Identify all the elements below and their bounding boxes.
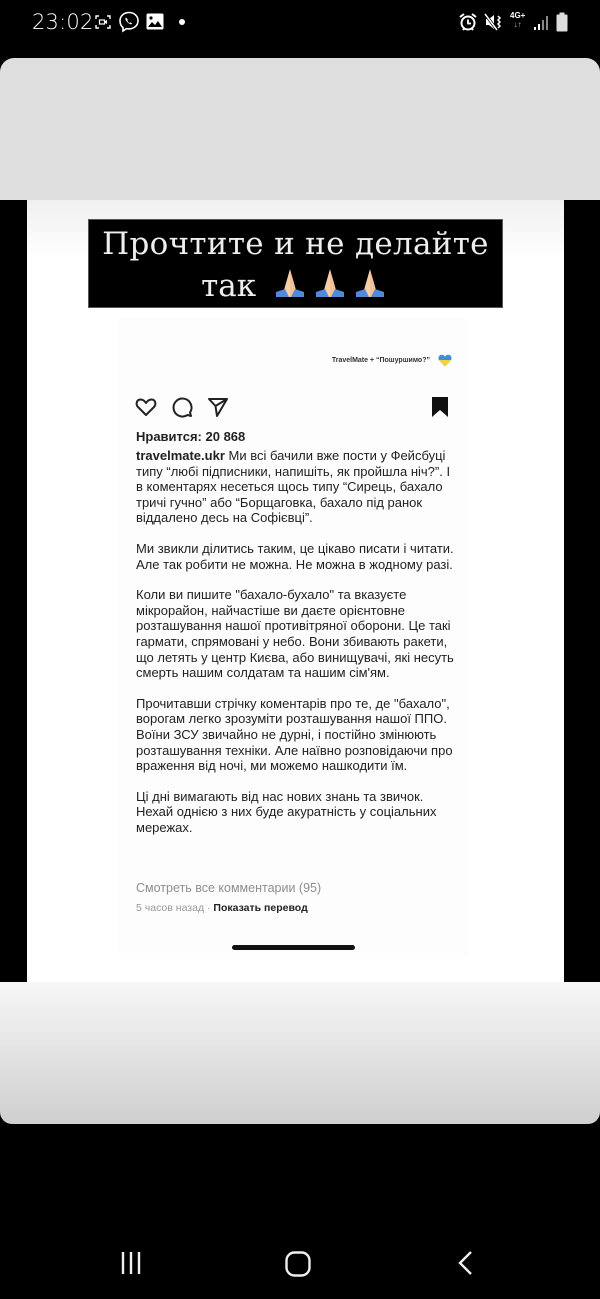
home-icon[interactable]: [284, 1250, 312, 1278]
show-translation: Показать перевод: [213, 902, 308, 914]
vibrate-mute-icon: [484, 12, 504, 32]
pray-emoji-icon: [273, 266, 307, 298]
navigation-bar: [0, 1230, 600, 1299]
caption-text: Ми всі бачили вже пости у Фейсбуці типу “любі підписники, напишіть, як пройшла ніч?”. І в коментарях несеться щось типу “Сирець, бахало тричі гучно” або “Борщаговка, бахало під ранок віддалено десь на Софієвці”.: [136, 448, 451, 526]
pray-emoji-icon: [353, 266, 387, 298]
signal-icon: [533, 14, 549, 31]
pray-emoji-row: [270, 266, 390, 306]
recents-icon[interactable]: [118, 1250, 144, 1276]
likes-count: Нравится: 20 868: [136, 429, 246, 444]
ios-home-indicator: [232, 945, 355, 950]
viewer-bottom-area[interactable]: [0, 982, 600, 1124]
view-all-comments: Смотреть все комментарии (95): [136, 881, 322, 895]
caption-paragraph: [136, 448, 456, 526]
network-4g-icon: 4G+ ↓↑: [510, 11, 526, 29]
back-icon[interactable]: [456, 1250, 476, 1276]
comment-icon[interactable]: [170, 395, 194, 419]
banner-word: так: [201, 268, 257, 304]
battery-icon: [556, 12, 568, 32]
gallery-icon: [146, 13, 164, 30]
bookmark-saved-icon[interactable]: [430, 395, 450, 419]
caption-paragraph: Коли ви пишите "бахало-бухало" та вказуєте мікрорайон, найчастіше ви даєте орієнтовне розташування нашої противітряної оборони. Це такі гармати, спрямовані у небо. Вони збивають ракети, що летять у центр Києва, або винищувачі, які несуть смерть нашим солдатам та нашим сім'ям.: [136, 587, 454, 681]
post-time-ago: 5 часов назад: [136, 902, 205, 914]
post-caption: [136, 448, 456, 850]
banner-title-line1: Прочтите и не делайте: [102, 226, 489, 262]
network-label: 4G+: [510, 11, 526, 20]
alarm-icon: [458, 12, 478, 32]
instagram-post-screenshot: [118, 318, 468, 958]
caption-paragraph: Ми звикли ділитись таким, це цікаво писати і читати. Але так робити не можна. Не можна в жодному разі.: [136, 540, 454, 572]
story-banner: [88, 219, 503, 308]
post-header: [332, 354, 452, 367]
viber-icon: [118, 11, 140, 33]
meta-separator: ·: [207, 902, 211, 914]
like-heart-icon[interactable]: [134, 395, 158, 419]
viewer-top-area[interactable]: [0, 58, 600, 200]
post-username: travelmate.ukr: [136, 448, 225, 463]
post-header-text: TravelMate + “Пошуршимо?”: [331, 357, 430, 364]
ukraine-heart-icon: [438, 354, 452, 367]
status-bar: [0, 0, 600, 44]
share-icon[interactable]: [206, 395, 230, 419]
status-time: 23:02: [32, 10, 94, 34]
caption-paragraph: Ці дні вимагають від нас нових знань та звичок. Нехай однією з них буде акуратність у соціальних мережах.: [136, 788, 437, 835]
screen-recorder-icon: [95, 14, 111, 30]
post-actions: [134, 395, 454, 421]
banner-title-line2: [89, 266, 502, 306]
notification-dot: [179, 19, 185, 25]
pray-emoji-icon: [313, 266, 347, 298]
caption-paragraph: Прочитавши стрічку коментарів про те, де "бахало", ворогам легко зрозуміти розташування нашої ППО. Воїни ЗСУ звичайно не дурні, і постійно змінюють розташування техніки. Але наївно розповідаючи про враження від ночі, ми можемо нашкодити їм.: [136, 695, 453, 774]
post-meta: [136, 902, 308, 914]
